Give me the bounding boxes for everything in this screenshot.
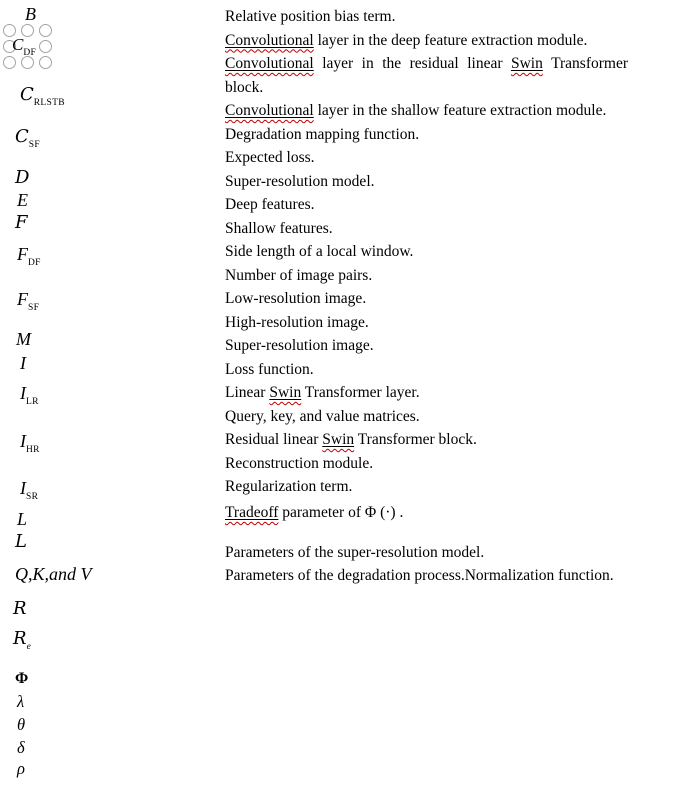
symbol-b [25,5,36,23]
symbol-csf [15,126,40,150]
symbol-glyph: θ [17,715,26,734]
text-run: Expected loss. [225,149,315,166]
spellcheck-squiggle: Swin [269,384,302,401]
symbol-glyph: R [13,628,27,649]
symbol-glyph: L [17,509,28,529]
symbol-subscript: e [26,642,32,652]
description-line [225,195,628,215]
symbol-subscript: SR [26,492,39,502]
symbol-glyph: Φ [15,670,29,687]
text-run: Deep features. [225,196,315,213]
symbol-glyph: I [20,353,26,373]
spellcheck-squiggle: Convolutional [225,55,314,72]
description-line [225,336,628,356]
text-run: Reconstruction module. [225,454,374,472]
description-line [225,289,628,309]
text-run: Super-resolution model. [225,172,375,190]
description-line [225,148,628,168]
description-line [225,313,628,333]
description-line [225,242,628,262]
description-line [225,78,628,98]
misspelled-word [269,384,301,401]
symbol-isr [20,478,39,502]
symbol-glyph: R [13,598,27,619]
description-line [225,407,628,427]
text-run: Relative position bias term. [225,8,396,25]
symbol-glyph: I [20,431,26,451]
description-line [225,7,628,27]
symbol- [17,759,25,778]
resize-handle[interactable] [39,24,52,37]
description-line [225,566,628,586]
resize-handle[interactable] [39,56,52,69]
text-run: Query, key, and value matrices. [225,407,420,425]
symbol-subscript: DF [23,48,37,58]
symbol-glyph: λ [17,692,25,711]
text-run: Residual linear [225,431,323,448]
symbol-i [20,354,26,372]
spellcheck-squiggle: Convolutional [225,31,314,49]
symbol-f [15,213,28,232]
symbol- [15,668,28,687]
symbol-subscript: DF [28,258,41,268]
description-line [225,503,628,523]
misspelled-word [225,55,314,72]
description-line [225,430,628,450]
text-run: block. [225,78,264,96]
resize-handle[interactable] [3,56,16,69]
text-run: Parameters of the super-resolution model. [225,544,485,561]
text-run: layer in the residual linear [313,55,511,72]
symbol-subscript: LR [26,397,39,407]
symbol-glyph: C [15,126,29,147]
description-line [225,172,628,192]
symbol-glyph: F [15,212,28,233]
symbol- [17,715,25,734]
symbol-m [16,330,31,348]
symbol-e [17,191,28,209]
symbol-glyph: M [16,329,31,349]
text-run: layer in the shallow feature extraction module. [313,102,607,119]
description-line [225,54,628,74]
description-line [225,125,628,145]
description-line [225,477,628,497]
text-run: High-resolution image. [225,313,369,331]
symbol-subscript: RLSTB [33,98,65,108]
symbol-glyph: B [25,4,36,24]
text-run: Degradation mapping function. [225,125,420,143]
description-line [225,360,628,380]
text-run: Transformer [542,55,628,72]
text-run: parameter of Φ (·) . [278,504,404,521]
symbol-glyph: F [17,244,28,264]
symbol-glyph: Q,K,and V [15,564,92,584]
spellcheck-squiggle: Swin [510,55,543,72]
symbol-re [13,628,32,652]
symbol-crlstb [20,84,65,108]
misspelled-word [511,55,543,72]
spellcheck-squiggle: Convolutional [225,102,314,119]
text-run: Linear [225,384,270,401]
misspelled-word [225,504,278,521]
description-line [225,383,628,403]
symbol-subscript: SF [28,140,40,150]
symbol- [17,692,24,711]
spellcheck-squiggle: Tradeoff [225,504,279,521]
description-line [225,101,628,121]
text-run: Low-resolution image. [225,290,367,307]
description-line [225,454,628,474]
symbol-glyph: L [15,531,27,552]
symbol-l [15,532,27,551]
symbol-ilr [20,383,39,407]
symbol-fsf [17,289,40,313]
text-run: Side length of a local window. [225,243,414,260]
text-run: Loss function. [225,360,314,378]
symbol-glyph: I [20,383,26,403]
text-run: Number of image pairs. [225,266,373,284]
symbol-glyph: C [20,84,34,105]
symbol-glyph: F [17,289,28,309]
text-run: Regularization term. [225,478,353,495]
misspelled-word [322,431,354,448]
description-line [225,31,628,51]
symbol-cdf-selected-object[interactable] [3,24,52,69]
symbol-subscript: HR [26,445,40,455]
text-run: layer in the deep feature extraction module. [313,31,588,49]
symbol-glyph: D [15,167,30,188]
description-line [225,219,628,239]
text-run: Super-resolution image. [225,337,374,354]
symbol-glyph: C [12,35,24,54]
text-run: Parameters of the degradation process.Normalization function. [225,567,614,584]
misspelled-word [225,102,314,119]
symbol-fdf [17,244,41,268]
symbol-glyph: E [17,190,28,210]
symbol-glyph: ρ [17,759,25,778]
spellcheck-squiggle: Swin [322,431,355,448]
description-line [225,543,628,563]
symbol-glyph: I [20,478,26,498]
description-line [225,266,628,286]
symbol-l [17,510,27,528]
symbol-cdf [12,35,37,58]
symbol-ihr [20,431,40,455]
symbol-r [13,599,27,618]
symbol-subscript: SF [28,303,40,313]
text-run: Transformer layer. [301,384,420,401]
symbol-qkandv [15,565,92,583]
misspelled-word [225,32,314,49]
symbol-d [15,168,29,187]
symbol- [17,738,25,757]
text-run: Transformer block. [354,431,477,448]
symbol-glyph: δ [17,738,25,757]
resize-handle[interactable] [39,40,52,53]
text-run: Shallow features. [225,219,333,237]
